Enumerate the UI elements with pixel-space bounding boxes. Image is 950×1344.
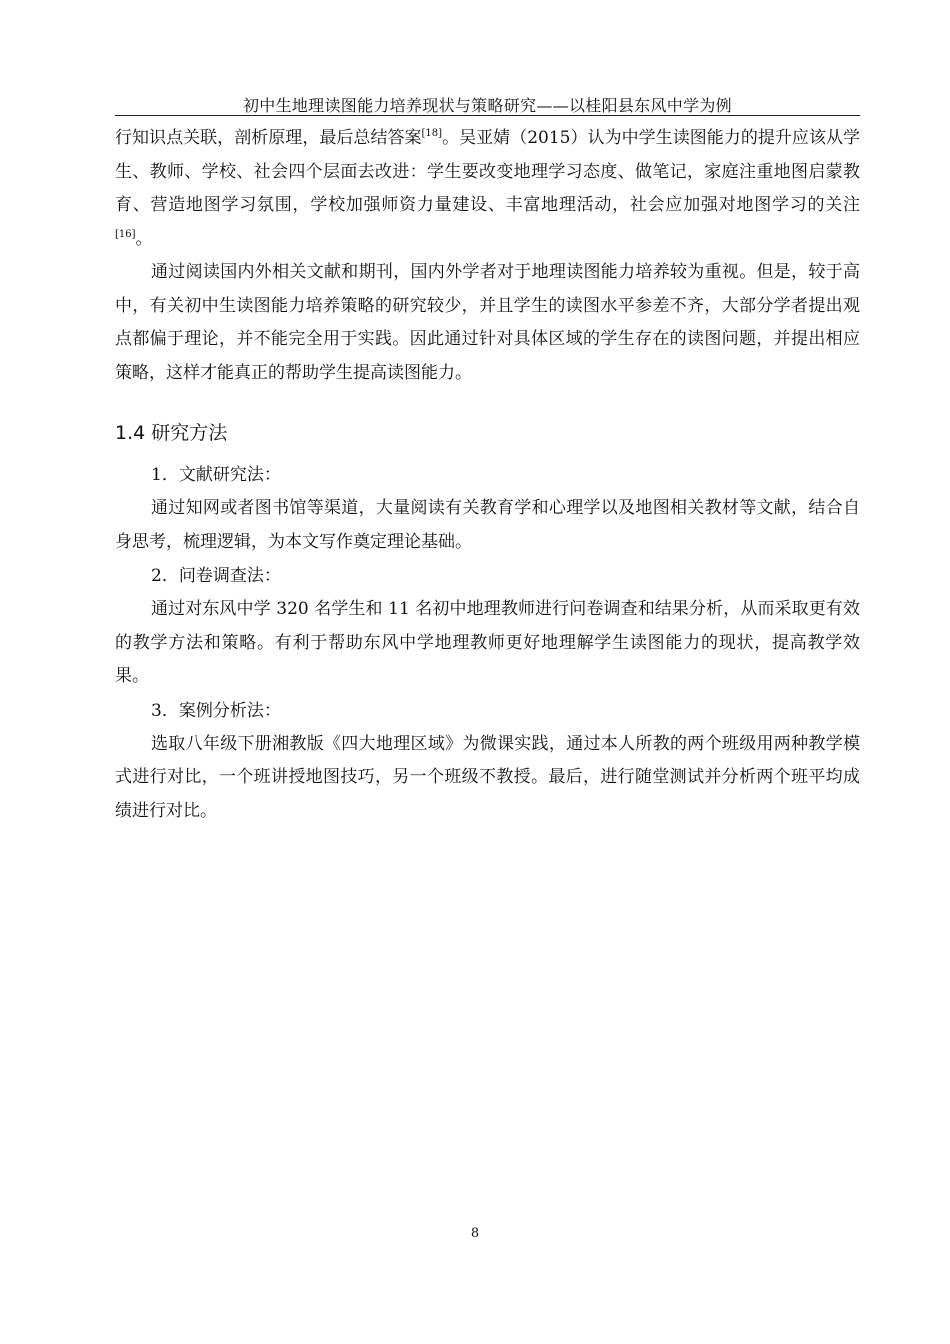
citation-marker: [18] bbox=[421, 128, 443, 139]
running-header: 初中生地理读图能力培养现状与策略研究——以桂阳县东风中学为例 bbox=[242, 96, 732, 115]
page-number: 8 bbox=[470, 1226, 480, 1241]
header-rule bbox=[115, 115, 860, 116]
page-body bbox=[115, 122, 860, 828]
paragraph-text: 。吴亚婧（2015）认为中学生读图能力的提升应该从学生、教师、学校、社会四个层面去改进：学生要改变地理学习态度、做笔记，家庭注重地图启蒙教育、营造地图学习氛围，学校加强师资力量建设、丰富地理活动，社会应加强对地图学习的关注 bbox=[115, 128, 861, 215]
method-description: 通过知网或者图书馆等渠道，大量阅读有关教育学和心理学以及地图相关教材等文献，结合自身思考，梳理逻辑，为本文写作奠定理论基础。 bbox=[115, 498, 860, 552]
method-label: 3．案例分析法： bbox=[151, 700, 281, 721]
paragraph-text: 行知识点关联，剖析原理，最后总结答案 bbox=[115, 128, 422, 148]
citation-marker: [16] bbox=[115, 228, 136, 240]
method-label: 2．问卷调查法： bbox=[151, 566, 281, 586]
method-description: 通过对东风中学 320 名学生和 11 名初中地理教师进行问卷调查和结果分析，从而采取更有效的教学方法和策略。有利于帮助东风中学地理教师更好地理解学生读图能力的现状，提高教学效果。 bbox=[115, 599, 860, 686]
paragraph-text: 。 bbox=[135, 228, 153, 249]
section-heading: 1.4 研究方法 bbox=[115, 422, 228, 444]
summary-paragraph: 通过阅读国内外相关文献和期刊，国内外学者对于地理读图能力培养较为重视。但是，较于高中，有关初中生读图能力培养策略的研究较少，并且学生的读图水平参差不齐，大部分学者提出观点都偏于理论，并不能完全用于实践。因此通过针对具体区域的学生存在的读图问题，并提出相应策略，这样才能真正的帮助学生提高读图能力。 bbox=[115, 262, 860, 383]
method-description: 选取八年级下册湘教版《四大地理区域》为微课实践，通过本人所教的两个班级用两种教学模式进行对比，一个班讲授地图技巧，另一个班级不教授。最后，进行随堂测试并分析两个班平均成绩进行对比。 bbox=[115, 733, 860, 821]
continuation-paragraph bbox=[115, 122, 860, 256]
method-label: 1．文献研究法： bbox=[151, 465, 281, 485]
